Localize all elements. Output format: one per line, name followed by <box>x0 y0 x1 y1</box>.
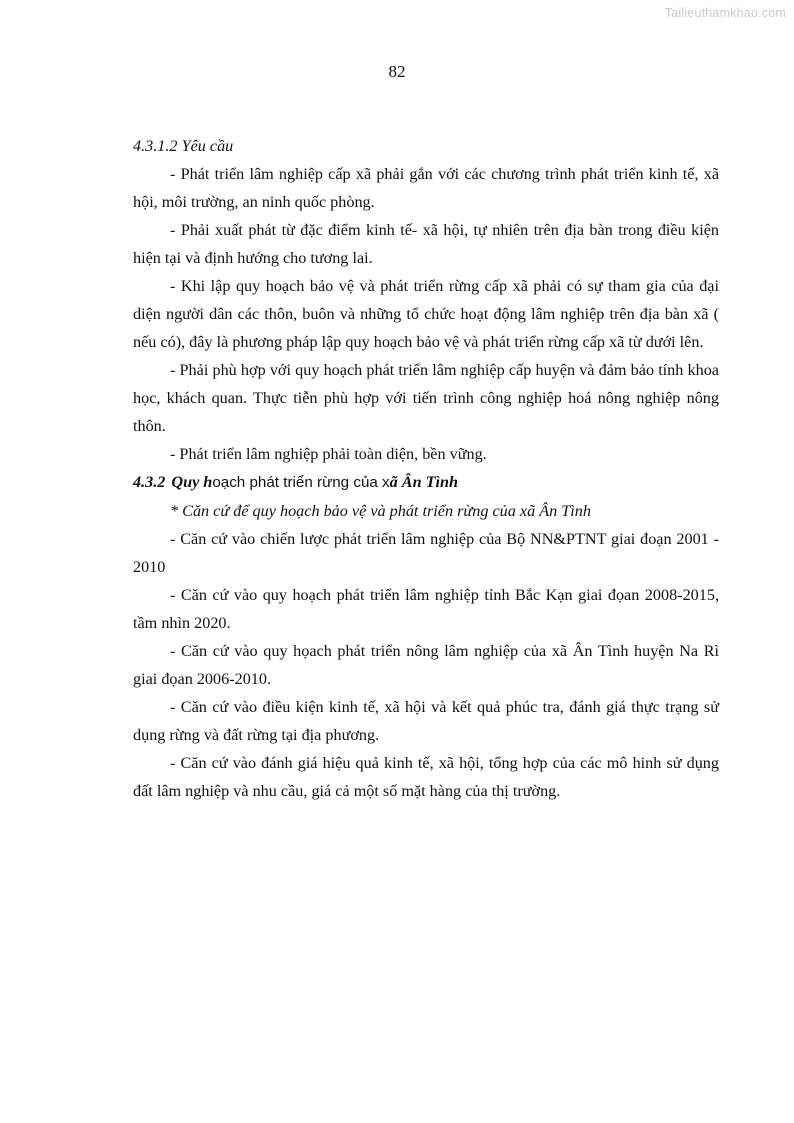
paragraph: - Phát triển lâm nghiệp phải toàn diện, bền vững. <box>170 445 487 463</box>
document-body <box>133 132 719 805</box>
section-heading <box>133 468 719 497</box>
paragraph: - Căn cứ vào đánh giá hiệu quả kinh tế, xã hội, tổng hợp của các mô hinh sử dụng đất lâm nghiệp và nhu cầu, giá cả một số mặt hàng của thị trường. <box>133 754 719 800</box>
paragraph: - Căn cứ vào quy hoạch phát triển lâm nghiệp tỉnh Bắc Kạn giai đọan 2008-2015, tầm nhìn 2020. <box>133 586 719 632</box>
page-number: 82 <box>388 62 406 81</box>
section-title-part2: oạch phát triển rừng của x <box>212 474 390 491</box>
paragraph: - Căn cứ vào điều kiện kinh tế, xã hội và kết quả phúc tra, đánh giá thực trạng sử dụng rừng và đất rừng tại địa phương. <box>133 698 719 744</box>
basis-heading: * Căn cứ để quy hoạch bảo vệ và phát triển rừng của xã Ân Tình <box>170 502 591 520</box>
paragraph: - Phải xuất phát từ đặc điểm kinh tế- xã hội, tự nhiên trên địa bàn trong điều kiện hiện tại và định hướng cho tương lai. <box>133 221 719 267</box>
section-title-part1: Quy h <box>171 473 213 491</box>
paragraph: - Căn cứ vào chiến lược phát triển lâm nghiệp của Bộ NN&PTNT giai đoạn 2001 - 2010 <box>133 530 719 576</box>
section-title-part3: ã Ân Tình <box>389 473 459 491</box>
subsection-title: 4.3.1.2 Yêu cầu <box>133 137 234 155</box>
paragraph: - Phải phù hợp với quy hoạch phát triển lâm nghiệp cấp huyện và đảm bảo tính khoa học, khách quan. Thực tiễn phù hợp với tiến trình công nghiệp hoá nông nghiệp nông thôn. <box>133 361 719 435</box>
section-number: 4.3.2 <box>133 473 166 491</box>
watermark: Tailieuthamkhao.com <box>664 6 786 20</box>
paragraph: - Phát triển lâm nghiệp cấp xã phải gắn với các chương trình phát triển kinh tế, xã hội, môi trường, an ninh quốc phòng. <box>133 165 719 211</box>
paragraph: - Căn cứ vào quy họach phát triển nông lâm nghiệp của xã Ân Tình huyện Na Rì giai đọan 2006-2010. <box>133 642 719 688</box>
paragraph: - Khi lập quy hoạch bảo vệ và phát triển rừng cấp xã phải có sự tham gia của đại diện người dân các thôn, buôn và những tổ chức hoạt động lâm nghiệp trên địa bàn xã ( nếu có), đây là phương pháp lập quy hoạch bảo vệ và phát triển rừng cấp xã từ dưới lên. <box>133 277 719 351</box>
